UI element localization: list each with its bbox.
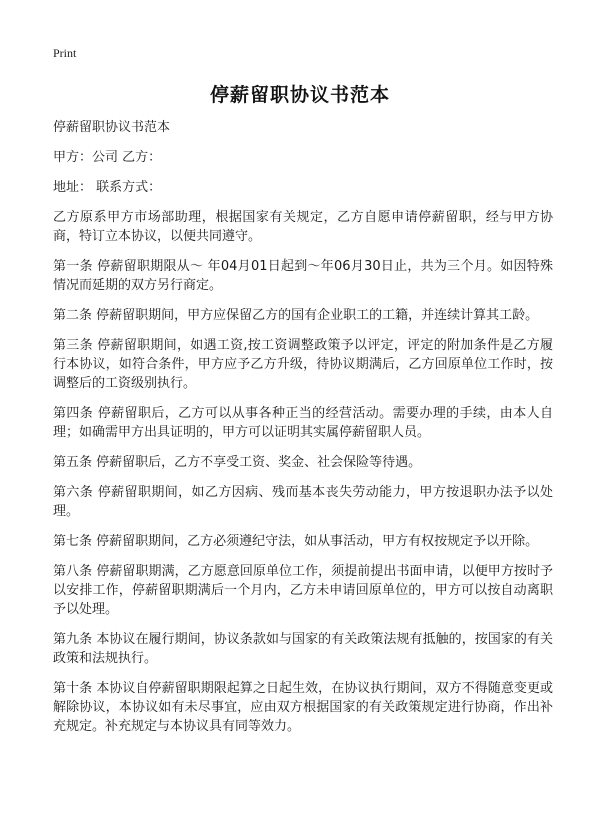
article-1: 第一条 停薪留职期限从～ 年04月01日起到～年06月30日止，共为三个月。如因特殊情况而延期的双方另行商定。 (53, 259, 553, 293)
article-4: 第四条 停薪留职后，乙方可以从事各种正当的经营活动。需要办理的手续，由本人自理；如确需甲方出具证明的，甲方可以证明其实属停薪留职人员。 (53, 406, 553, 440)
document-title: 停薪留职协议书范本 (209, 84, 390, 106)
article-8: 第八条 停薪留职期满，乙方愿意回原单位工作，须提前提出书面申请，以便甲方按时予以安排工作，停薪留职期满后一个月内，乙方未申请回原单位的，甲方可以按自动离职予以处理。 (53, 564, 553, 617)
article-9: 第九条 本协议在履行期间，协议条款如与国家的有关政策法规有抵触的，按国家的有关政策和法规执行。 (53, 632, 553, 666)
intro-paragraph: 乙方原系甲方市场部助理，根据国家有关规定，乙方自愿申请停薪留职，经与甲方协商，特订立本协议，以便共同遵守。 (53, 210, 553, 244)
address-paragraph: 地址： 联系方式： (53, 180, 162, 195)
article-2: 第二条 停薪留职期间，甲方应保留乙方的国有企业职工的工籍，并连续计算其工龄。 (53, 308, 539, 323)
article-6: 第六条 停薪留职期间，如乙方因病、残而基本丧失劳动能力，甲方按退职办法予以处理。 (53, 485, 553, 519)
subtitle-paragraph: 停薪留职协议书范本 (53, 120, 171, 135)
document-body (53, 118, 553, 747)
article-5: 第五条 停薪留职后，乙方不享受工资、奖金、社会保险等待遇。 (53, 455, 422, 470)
article-7: 第七条 停薪留职期间，乙方必须遵纪守法，如从事活动，甲方有权按规定予以开除。 (53, 534, 539, 549)
article-3: 第三条 停薪留职期间，如遇工资,按工资调整政策予以评定，评定的附加条件是乙方履行本协议，如符合条件，甲方应予乙方升级，待协议期满后，乙方回原单位工作时，按调整后的工资级别执行。 (53, 338, 553, 391)
article-10: 第十条 本协议自停薪留职期限起算之日起生效，在协议执行期间，双方不得随意变更或解除协议，本协议如有未尽事宜，应由双方根据国家的有关政策规定进行协商，作出补充规定。补充规定与本协议具有同等效力。 (53, 681, 553, 734)
parties-paragraph: 甲方：公司 乙方： (53, 150, 162, 165)
print-link[interactable]: Print (53, 46, 77, 60)
